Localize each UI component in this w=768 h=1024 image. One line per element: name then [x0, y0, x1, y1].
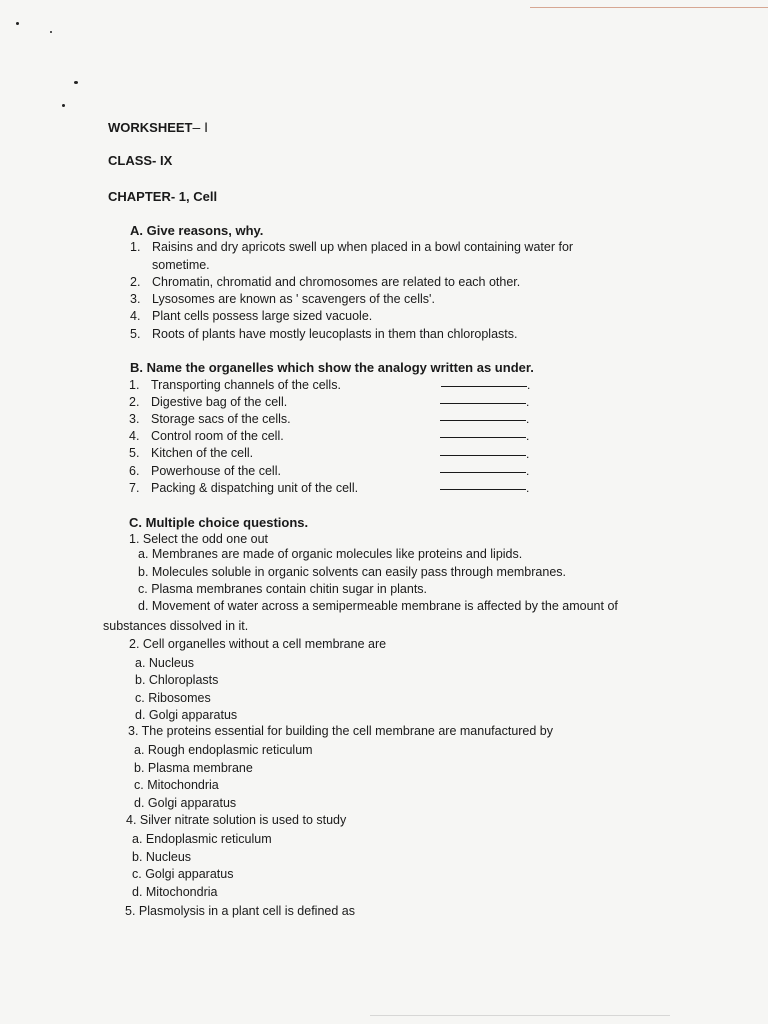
mcq-option: d. Mitochondria	[132, 885, 218, 899]
mcq-option: c. Golgi apparatus	[132, 867, 234, 881]
scan-speck	[74, 81, 78, 84]
answer-blank[interactable]	[440, 455, 526, 456]
mcq-option: a. Nucleus	[135, 656, 195, 670]
section-a-number: 4.	[130, 309, 141, 323]
section-b-number: 5.	[129, 446, 140, 460]
mcq-option: c. Ribosomes	[135, 691, 211, 705]
mcq-option: b. Chloroplasts	[135, 673, 219, 687]
section-a-question: Lysosomes are known as ' scavengers of the cells'.	[152, 292, 435, 306]
scan-artifact-line	[530, 7, 768, 8]
blank-period: .	[526, 481, 530, 495]
mcq-option: a. Membranes are made of organic molecules like proteins and lipids.	[138, 547, 523, 561]
section-b-number: 4.	[129, 429, 140, 443]
blank-period: .	[526, 429, 530, 443]
worksheet-title	[108, 120, 208, 135]
answer-blank[interactable]	[440, 489, 526, 490]
blank-period: .	[526, 447, 530, 461]
answer-blank[interactable]	[440, 420, 526, 421]
mcq-option: b. Plasma membrane	[134, 761, 253, 775]
blank-period: .	[526, 412, 530, 426]
section-b-item: Packing & dispatching unit of the cell.	[151, 481, 359, 495]
class-label: CLASS- IX	[108, 153, 173, 168]
section-b-number: 2.	[129, 395, 140, 409]
section-b-item: Storage sacs of the cells.	[151, 412, 291, 426]
section-b-number: 6.	[129, 464, 140, 478]
scan-speck	[16, 22, 19, 25]
section-a-number: 2.	[130, 275, 141, 289]
scan-speck	[62, 104, 65, 107]
mcq-question: 5. Plasmolysis in a plant cell is defined as	[125, 904, 355, 918]
blank-period: .	[526, 464, 530, 478]
worksheet-number-handwritten: – I	[192, 119, 209, 135]
scan-speck	[50, 31, 52, 33]
chapter-title: CHAPTER- 1, Cell	[108, 189, 218, 204]
section-b-number: 3.	[129, 412, 140, 426]
section-b-number: 1.	[129, 378, 140, 392]
section-b-heading: B. Name the organelles which show the analogy written as under.	[130, 360, 534, 375]
mcq-question: 4. Silver nitrate solution is used to study	[126, 813, 347, 827]
worksheet-label: WORKSHEET	[108, 120, 193, 135]
section-a-question: Chromatin, chromatid and chromosomes are related to each other.	[152, 275, 521, 289]
mcq-question: 2. Cell organelles without a cell membrane are	[129, 637, 387, 651]
section-b-item: Transporting channels of the cells.	[151, 378, 341, 392]
mcq-option: a. Endoplasmic reticulum	[132, 832, 272, 846]
section-a-question: Roots of plants have mostly leucoplasts in them than chloroplasts.	[152, 327, 518, 341]
section-a-number: 5.	[130, 327, 141, 341]
mcq-option: c. Mitochondria	[134, 778, 219, 792]
mcq-option: d. Movement of water across a semipermeable membrane is affected by the amount of	[138, 599, 618, 613]
section-a-question-continued: sometime.	[152, 258, 210, 272]
answer-blank[interactable]	[440, 437, 526, 438]
section-c-heading: C. Multiple choice questions.	[129, 515, 309, 530]
mcq-option: b. Nucleus	[132, 850, 192, 864]
section-a-heading: A. Give reasons, why.	[130, 223, 264, 238]
section-b-item: Kitchen of the cell.	[151, 446, 254, 460]
section-a-number: 3.	[130, 292, 141, 306]
section-a-question: Plant cells possess large sized vacuole.	[152, 309, 373, 323]
mcq-option: b. Molecules soluble in organic solvents can easily pass through membranes.	[138, 565, 567, 579]
blank-period: .	[527, 378, 531, 392]
answer-blank[interactable]	[440, 472, 526, 473]
mcq-question: 3. The proteins essential for building the cell membrane are manufactured by	[128, 724, 554, 738]
mcq-question: 1. Select the odd one out	[129, 532, 268, 546]
mcq-option: c. Plasma membranes contain chitin sugar in plants.	[138, 582, 428, 596]
scan-artifact-line	[370, 1015, 670, 1016]
answer-blank[interactable]	[441, 386, 527, 387]
section-a-question: Raisins and dry apricots swell up when placed in a bowl containing water for	[152, 240, 574, 254]
mcq-option: a. Rough endoplasmic reticulum	[134, 743, 313, 757]
mcq-option-continued: substances dissolved in it.	[103, 619, 249, 633]
blank-period: .	[526, 395, 530, 409]
answer-blank[interactable]	[440, 403, 526, 404]
section-b-number: 7.	[129, 481, 140, 495]
section-b-item: Control room of the cell.	[151, 429, 284, 443]
section-a-number: 1.	[130, 240, 141, 254]
mcq-option: d. Golgi apparatus	[134, 796, 237, 810]
mcq-option: d. Golgi apparatus	[135, 708, 238, 722]
section-b-item: Digestive bag of the cell.	[151, 395, 288, 409]
section-b-item: Powerhouse of the cell.	[151, 464, 281, 478]
